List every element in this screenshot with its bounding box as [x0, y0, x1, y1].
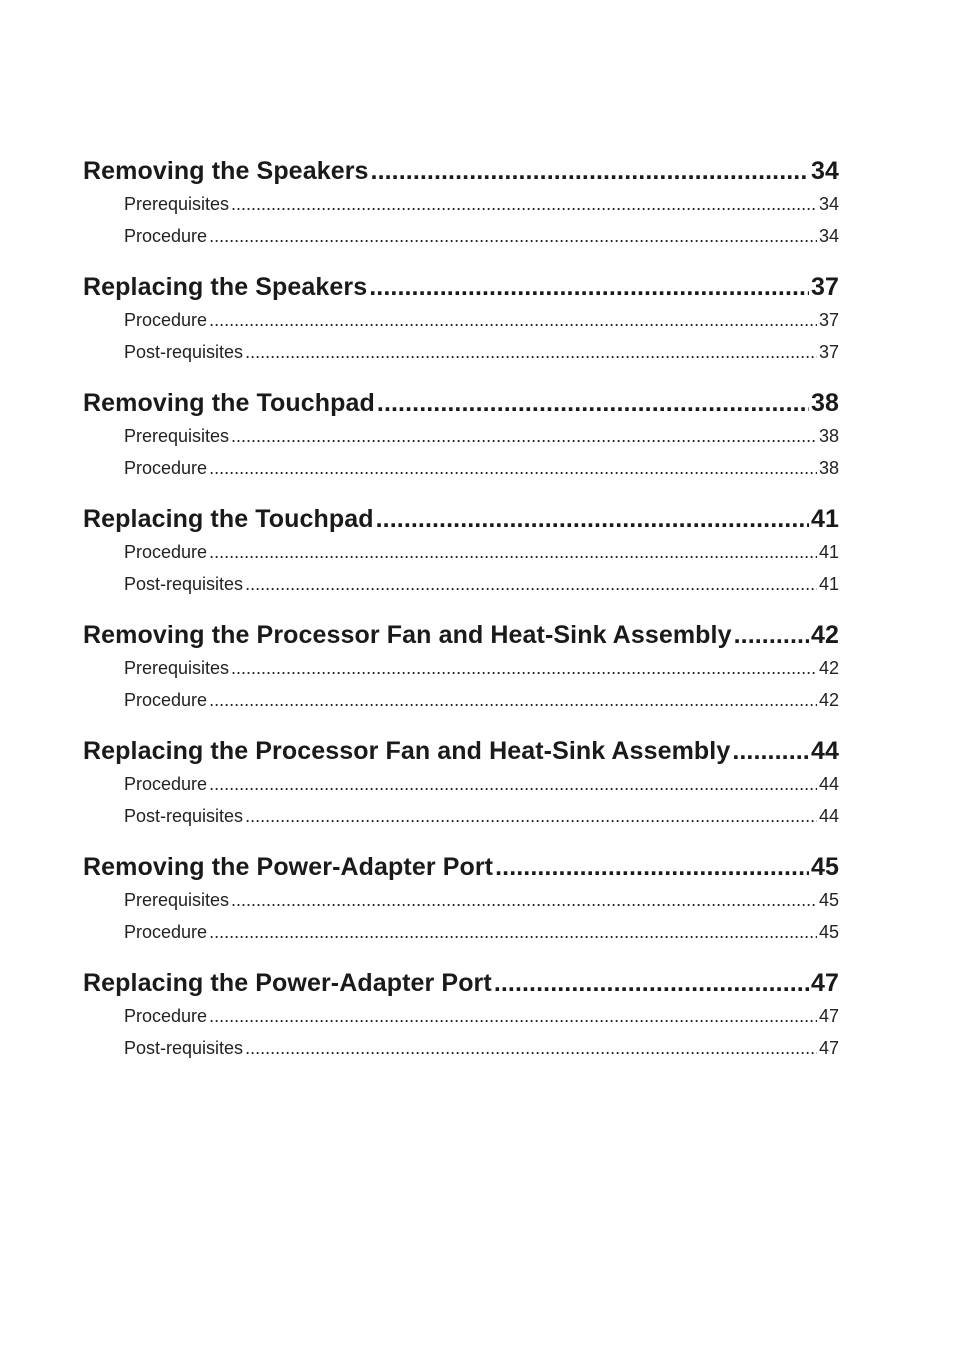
dot-leader — [209, 684, 817, 716]
dot-leader — [231, 188, 817, 220]
toc-section — [83, 154, 839, 252]
toc-heading-page: 41 — [810, 505, 839, 533]
dot-leader — [209, 1000, 817, 1032]
toc-entry-link[interactable] — [83, 652, 839, 684]
dot-leader — [376, 502, 809, 536]
toc-entry-page: 45 — [818, 890, 839, 910]
toc-entry-label: Prerequisites — [124, 194, 230, 214]
toc-entry-page: 44 — [818, 806, 839, 826]
toc-entry-link[interactable] — [83, 452, 839, 484]
dot-leader — [231, 884, 817, 916]
toc-heading-link[interactable] — [83, 966, 839, 1000]
toc-heading-page: 45 — [810, 853, 839, 881]
dot-leader — [495, 850, 809, 884]
toc-entry-link[interactable] — [83, 800, 839, 832]
toc-heading-link[interactable] — [83, 734, 839, 768]
dot-leader — [209, 536, 817, 568]
dot-leader — [209, 220, 817, 252]
toc-heading-title: Replacing the Power-Adapter Port — [83, 969, 492, 997]
toc-entry-label: Post-requisites — [124, 1038, 244, 1058]
dot-leader — [369, 270, 809, 304]
toc-entry-link[interactable] — [83, 916, 839, 948]
toc-entry-label: Prerequisites — [124, 426, 230, 446]
dot-leader — [231, 652, 817, 684]
toc-heading-title: Replacing the Speakers — [83, 273, 368, 301]
toc-heading-link[interactable] — [83, 270, 839, 304]
dot-leader — [371, 154, 809, 188]
toc-heading-page: 38 — [810, 389, 839, 417]
toc-entry-link[interactable] — [83, 1000, 839, 1032]
toc-entry-page: 37 — [818, 342, 839, 362]
toc-heading-title: Replacing the Touchpad — [83, 505, 374, 533]
toc-heading-link[interactable] — [83, 154, 839, 188]
dot-leader — [245, 800, 817, 832]
toc-heading-page: 47 — [810, 969, 839, 997]
toc-heading-page: 42 — [810, 621, 839, 649]
toc-entry-page: 34 — [818, 194, 839, 214]
toc-entry-link[interactable] — [83, 304, 839, 336]
dot-leader — [209, 768, 817, 800]
toc-entry-label: Procedure — [124, 1006, 208, 1026]
toc-entry-label: Procedure — [124, 226, 208, 246]
toc-entry-page: 41 — [818, 574, 839, 594]
toc-entry-link[interactable] — [83, 188, 839, 220]
toc-entry-page: 42 — [818, 658, 839, 678]
toc-entry-link[interactable] — [83, 684, 839, 716]
toc-section — [83, 850, 839, 948]
toc-entry-link[interactable] — [83, 568, 839, 600]
toc-heading-title: Removing the Touchpad — [83, 389, 375, 417]
dot-leader — [209, 916, 817, 948]
toc-entry-label: Procedure — [124, 774, 208, 794]
toc-entry-label: Prerequisites — [124, 658, 230, 678]
table-of-contents — [83, 154, 839, 1082]
toc-entry-link[interactable] — [83, 536, 839, 568]
toc-entry-link[interactable] — [83, 768, 839, 800]
toc-heading-title: Replacing the Processor Fan and Heat-Sink Assembly — [83, 737, 731, 765]
dot-leader — [734, 618, 809, 652]
toc-entry-page: 42 — [818, 690, 839, 710]
toc-entry-page: 34 — [818, 226, 839, 246]
toc-entry-label: Procedure — [124, 310, 208, 330]
toc-heading-link[interactable] — [83, 386, 839, 420]
toc-entry-link[interactable] — [83, 420, 839, 452]
toc-entry-link[interactable] — [83, 884, 839, 916]
toc-heading-title: Removing the Power-Adapter Port — [83, 853, 494, 881]
toc-entry-page: 41 — [818, 542, 839, 562]
toc-entry-page: 44 — [818, 774, 839, 794]
toc-entry-page: 37 — [818, 310, 839, 330]
toc-entry-label: Procedure — [124, 690, 208, 710]
toc-heading-link[interactable] — [83, 850, 839, 884]
dot-leader — [494, 966, 809, 1000]
toc-section — [83, 270, 839, 368]
toc-heading-page: 37 — [810, 273, 839, 301]
toc-entry-label: Procedure — [124, 542, 208, 562]
toc-entry-page: 47 — [818, 1006, 839, 1026]
dot-leader — [245, 568, 817, 600]
toc-heading-page: 44 — [810, 737, 839, 765]
toc-section — [83, 502, 839, 600]
dot-leader — [209, 452, 817, 484]
toc-heading-page: 34 — [810, 157, 839, 185]
dot-leader — [245, 1032, 817, 1064]
dot-leader — [377, 386, 809, 420]
toc-entry-label: Post-requisites — [124, 342, 244, 362]
toc-entry-page: 45 — [818, 922, 839, 942]
toc-heading-link[interactable] — [83, 618, 839, 652]
toc-heading-link[interactable] — [83, 502, 839, 536]
toc-section — [83, 734, 839, 832]
dot-leader — [245, 336, 817, 368]
toc-entry-label: Post-requisites — [124, 806, 244, 826]
dot-leader — [209, 304, 817, 336]
toc-entry-page: 38 — [818, 426, 839, 446]
toc-heading-title: Removing the Speakers — [83, 157, 369, 185]
toc-heading-title: Removing the Processor Fan and Heat-Sink Assembly — [83, 621, 732, 649]
toc-section — [83, 966, 839, 1064]
toc-entry-link[interactable] — [83, 220, 839, 252]
toc-entry-label: Prerequisites — [124, 890, 230, 910]
dot-leader — [732, 734, 809, 768]
toc-entry-link[interactable] — [83, 1032, 839, 1064]
toc-section — [83, 618, 839, 716]
toc-entry-link[interactable] — [83, 336, 839, 368]
toc-entry-label: Procedure — [124, 922, 208, 942]
dot-leader — [231, 420, 817, 452]
toc-entry-page: 38 — [818, 458, 839, 478]
toc-entry-label: Post-requisites — [124, 574, 244, 594]
toc-section — [83, 386, 839, 484]
toc-entry-page: 47 — [818, 1038, 839, 1058]
toc-entry-label: Procedure — [124, 458, 208, 478]
